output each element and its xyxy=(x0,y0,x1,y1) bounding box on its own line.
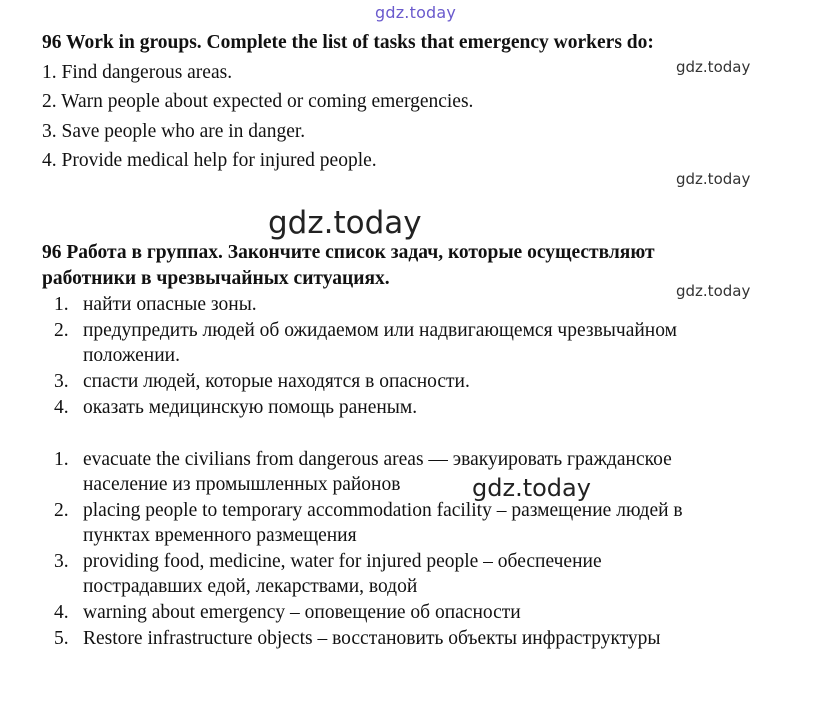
answer-item-2-number: 2. xyxy=(54,500,69,521)
russian-item-2-number: 2. xyxy=(54,320,69,341)
russian-item-2-text-line-1: предупредить людей об ожидаемом или надвигающемся чрезвычайном xyxy=(83,320,677,341)
answer-item-1-text-line-2: население из промышленных районов xyxy=(83,474,401,495)
russian-item-1-number: 1. xyxy=(54,294,69,315)
english-item-2: 2. Warn people about expected or coming emergencies. xyxy=(42,91,474,112)
answer-item-5-number: 5. xyxy=(54,628,69,649)
russian-item-4-text: оказать медицинскую помощь раненым. xyxy=(83,397,418,418)
answer-item-3-text-line-2: пострадавших едой, лекарствами, водой xyxy=(83,576,418,597)
answer-item-2-text-line-1: placing people to temporary accommodation facility – размещение людей в xyxy=(83,500,683,521)
russian-item-1-text: найти опасные зоны. xyxy=(83,294,257,315)
watermark-right-3: gdz.today xyxy=(676,282,751,300)
russian-item-3-text: спасти людей, которые находятся в опасности. xyxy=(83,371,470,392)
watermark-right-1: gdz.today xyxy=(676,58,751,76)
russian-item-4-number: 4. xyxy=(54,397,69,418)
watermark-big-1: gdz.today xyxy=(268,205,422,241)
answer-item-1-text-line-1: evacuate the civilians from dangerous areas — эвакуировать гражданское xyxy=(83,449,672,470)
watermark-big-2: gdz.today xyxy=(472,474,591,502)
russian-item-2-text-line-2: положении. xyxy=(83,345,180,366)
watermark-top: gdz.today xyxy=(375,3,457,22)
russian-item-3-number: 3. xyxy=(54,371,69,392)
answer-item-1-number: 1. xyxy=(54,449,69,470)
russian-heading-line-2: работники в чрезвычайных ситуациях. xyxy=(42,268,390,289)
english-item-3: 3. Save people who are in danger. xyxy=(42,121,306,142)
answer-item-3-number: 3. xyxy=(54,551,69,572)
watermark-right-2: gdz.today xyxy=(676,170,751,188)
answer-item-2-text-line-2: пунктах временного размещения xyxy=(83,525,357,546)
answer-item-3-text-line-1: providing food, medicine, water for injured people – обеспечение xyxy=(83,551,602,572)
answer-item-4-text: warning about emergency – оповещение об опасности xyxy=(83,602,521,623)
russian-heading-line-1: 96 Работа в группах. Закончите список задач, которые осуществляют xyxy=(42,242,655,263)
english-item-4: 4. Provide medical help for injured people. xyxy=(42,150,377,171)
english-item-1: 1. Find dangerous areas. xyxy=(42,62,233,83)
english-heading: 96 Work in groups. Complete the list of tasks that emergency workers do: xyxy=(42,32,654,53)
answer-item-4-number: 4. xyxy=(54,602,69,623)
answer-item-5-text: Restore infrastructure objects – восстановить объекты инфраструктуры xyxy=(83,628,661,649)
